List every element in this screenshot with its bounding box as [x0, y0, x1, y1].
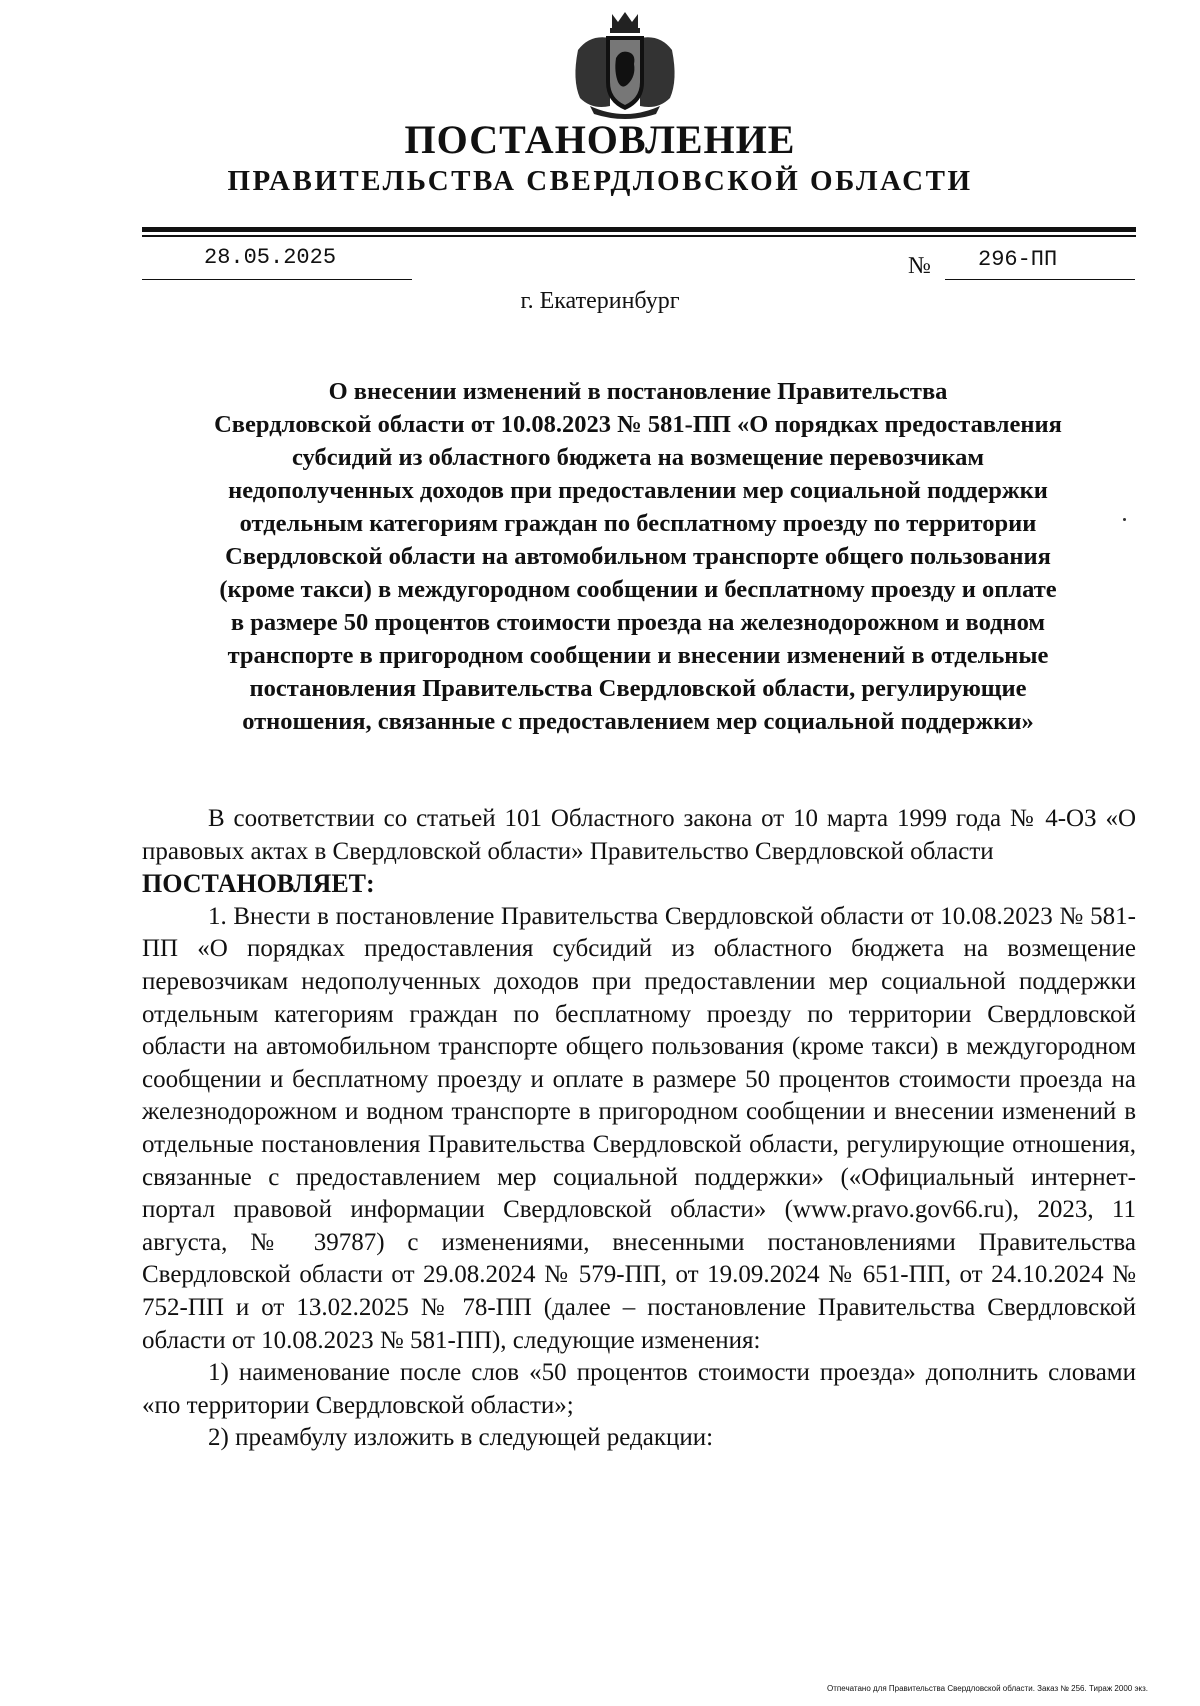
- print-footer: Отпечатано для Правительства Свердловской области. Заказ № 256. Тираж 2000 экз.: [827, 1684, 1148, 1693]
- date-underline: [142, 279, 412, 280]
- item-1-paragraph: 1. Внести в постановление Правительства Свердловской области от 10.08.2023 № 581-ПП «О порядках предоставления субсидий из областного бюджета на возмещение перевозчикам недополученных доходов при предоставлении мер социальной поддержки отдельным категориям граждан по бесплатному проезду по территории Свердловской области на автомобильном транспорте общего пользования (кроме такси) в междугородном сообщении и бесплатному проезду и оплате в размере 50 процентов стоимости проезда на железнодорожном и водном транспорте в пригородном сообщении и внесении изменений в отдельные постановления Правительства Свердловской области, регулирующие отношения, связанные с предоставлением мер социальной поддержки» («Официальный интернет-портал правовой информации Свердловской области» (www.pravo.gov66.ru), 2023, 11 августа, № 39787) с изменениями, внесенными постановлениями Правительства Свердловской области от 29.08.2024 № 579-ПП, от 19.09.2024 № 651-ПП, от 24.10.2024 № 752-ПП и от 13.02.2025 № 78-ПП (далее – постановление Правительства Свердловской области от 10.08.2023 № 581-ПП), следующие изменения:: [142, 902, 1136, 1354]
- decree-word: ПОСТАНОВЛЯЕТ:: [142, 869, 375, 899]
- heading-line: О внесении изменений в постановление Правительства: [328, 378, 948, 405]
- scan-speck: [1123, 518, 1126, 521]
- document-number: 296-ПП: [978, 247, 1058, 272]
- document-title: ПОСТАНОВЛЕНИЕ: [404, 117, 796, 162]
- heading-line: постановления Правительства Свердловской области, регулирующие: [249, 675, 1027, 702]
- number-underline: [945, 279, 1135, 280]
- preamble-paragraph: В соответствии со статьей 101 Областного закона от 10 марта 1999 года № 4-ОЗ «О правовых актах в Свердловской области» Правительство Свердловской области: [142, 805, 1136, 865]
- subitem-2-paragraph: 2) преамбулу изложить в следующей редакции:: [208, 1424, 714, 1452]
- subitem-1-paragraph: 1) наименование после слов «50 процентов стоимости проезда» дополнить словами «по территории Свердловской области»;: [142, 1359, 1136, 1419]
- document-body: [142, 803, 1136, 1455]
- header-rule-thick: [142, 227, 1136, 232]
- header-rule-thin: [142, 235, 1136, 237]
- coat-of-arms-icon: [570, 10, 680, 122]
- heading-line: недополученных доходов при предоставлении мер социальной поддержки: [228, 477, 1048, 504]
- document-date: 28.05.2025: [204, 245, 337, 270]
- heading-line: Свердловской области на автомобильном транспорте общего пользования: [225, 543, 1051, 570]
- heading-line: отдельным категориям граждан по бесплатному проезду по территории: [239, 510, 1037, 537]
- heading-line: (кроме такси) в междугородном сообщении и бесплатному проезду и оплате: [219, 576, 1057, 603]
- heading-line: субсидий из областного бюджета на возмещение перевозчикам: [291, 444, 985, 471]
- document-subtitle: ПРАВИТЕЛЬСТВА СВЕРДЛОВСКОЙ ОБЛАСТИ: [227, 165, 973, 197]
- heading-line: в размере 50 процентов стоимости проезда на железнодорожном и водном: [230, 609, 1046, 636]
- heading-line: транспорте в пригородном сообщении и внесении изменений в отдельные: [227, 642, 1049, 669]
- heading-line: отношения, связанные с предоставлением мер социальной поддержки»: [242, 708, 1034, 735]
- document-heading: [140, 375, 1136, 738]
- heading-line: Свердловской области от 10.08.2023 № 581-ПП «О порядках предоставления: [214, 411, 1062, 438]
- document-city: г. Екатеринбург: [520, 288, 680, 314]
- number-sign: №: [908, 253, 931, 279]
